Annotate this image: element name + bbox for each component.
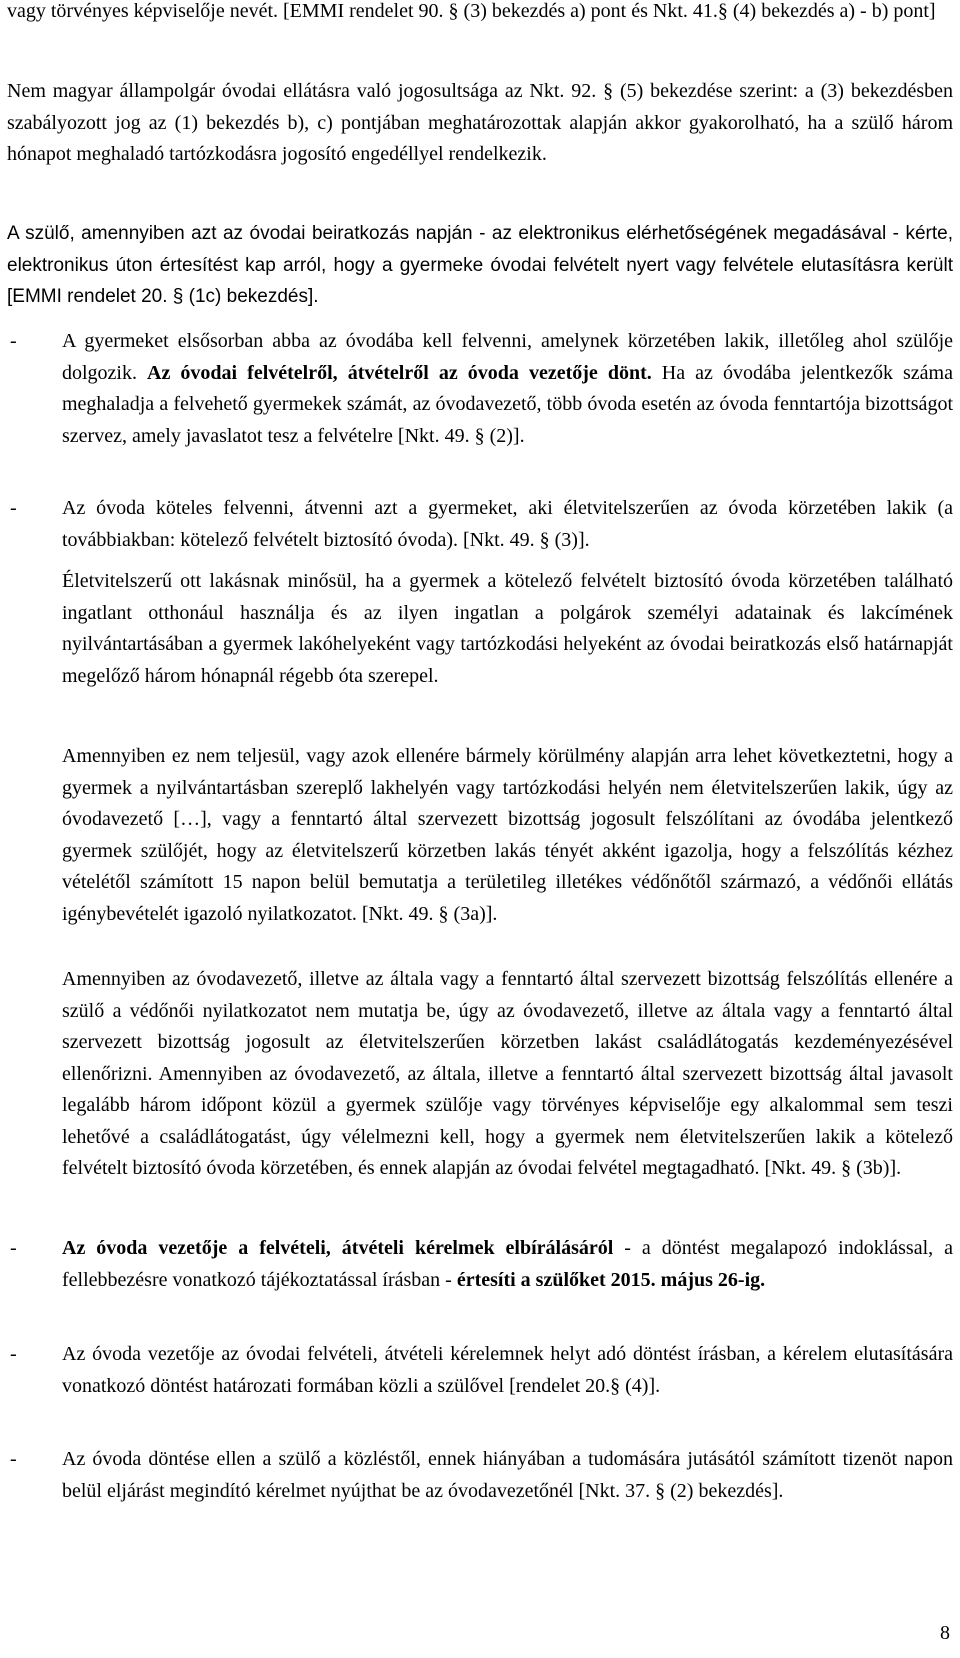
page-number: 8 bbox=[940, 1622, 950, 1644]
list-bullet: - bbox=[10, 497, 17, 519]
list-item-admission: A gyermeket elsősorban abba az óvodába kell felvenni, amelynek körzetében lakik, illetőleg ahol szülője dolgozik. Az óvodai felvételről, átvételről az óvoda vezetője dönt. Ha az óvodába jelentkezők száma meghaladja a felvehető gyermekek számát, az óvodavezető, több óvoda esetén az óvoda fenntartója bizottságot szervez, amely javaslatot tesz a felvételre [Nkt. 49. § (2)]. bbox=[62, 330, 953, 447]
paragraph-residence-definition: Életvitelszerű ott lakásnak minősül, ha a gyermek a kötelező felvételt biztosító óvoda körzetében található ingatlant otthonául használja és az ilyen ingatlan a polgárok személyi adatainak és lakcímének nyilvántartásában a gyermek lakóhelyeként vagy tartózkodási helyeként az óvodai beiratkozás első határnapját megelőző három hónapnál régebb óta szerepel. bbox=[62, 570, 953, 687]
paragraph-continuation: vagy törvényes képviselője nevét. [EMMI rendelet 90. § (3) bekezdés a) pont és Nkt. 41.§ (4) bekezdés a) - b) pont] bbox=[7, 0, 936, 22]
list-item-decision-deadline: Az óvoda vezetője a felvételi, átvételi kérelmek elbírálásáról - a döntést megalapozó indoklással, a fellebbezésre vonatkozó tájékoztatással írásban - értesíti a szülőket 2015. május 26-ig. bbox=[62, 1237, 953, 1291]
list-item-decision-communication: Az óvoda vezetője az óvodai felvételi, átvételi kérelemnek helyt adó döntést írásban, a kérelem elutasítására vonatkozó döntést határozati formában közli a szülővel [rendelet 20.§ (4)]. bbox=[62, 1343, 953, 1397]
list-bullet: - bbox=[10, 330, 17, 352]
paragraph-family-visit: Amennyiben az óvodavezető, illetve az általa vagy a fenntartó által szervezett bizottság felszólítás ellenére a szülő a védőnői nyilatkozatot nem mutatja be, úgy az óvodavezető, illetve az általa vagy a fenntartó által szervezett bizottság jogosult az életvitelszerűen körzetben lakást családlátogatás kezdeményezésével ellenőrizni. Amennyiben az óvodavezető, az általa, illetve a fenntartó által szervezett bizottság által javasolt legalább három időpont közül a gyermek szülője vagy törvényes képviselője egy alkalommal sem teszi lehetővé a családlátogatást, úgy vélelmezni kell, hogy a gyermek nem életvitelszerűen lakik a kötelező felvételt biztosító óvoda körzetében, és ennek alapján az óvodai felvétel megtagadható. [Nkt. 49. § (3b)]. bbox=[62, 968, 953, 1179]
list-bullet: - bbox=[10, 1343, 17, 1365]
paragraph-electronic-notice: A szülő, amennyiben azt az óvodai beiratkozás napján - az elektronikus elérhetőségének megadásával - kérte, elektronikus úton értesítést kap arról, hogy a gyermeke óvodai felvételt nyert vagy felvétele elutasításra került [EMMI rendelet 20. § (1c) bekezdés]. bbox=[7, 223, 953, 307]
list-bullet: - bbox=[10, 1237, 17, 1259]
list-bullet: - bbox=[10, 1448, 17, 1470]
list-item-appeal: Az óvoda döntése ellen a szülő a közléstől, ennek hiányában a tudomására jutásától számított tizenöt napon belül eljárást megindító kérelmet nyújthat be az óvodavezetőnél [Nkt. 37. § (2) bekezdés]. bbox=[62, 1448, 953, 1502]
paragraph-foreign-citizens: Nem magyar állampolgár óvodai ellátásra való jogosultsága az Nkt. 92. § (5) bekezdése szerint: a (3) bekezdésben szabályozott jog az (1) bekezdés b), c) pontjában meghatározottak alapján akkor gyakorolható, ha a szülő három hónapot meghaladó tartózkodásra jogosító engedéllyel rendelkezik. bbox=[7, 80, 953, 165]
list-item-mandatory-admission: Az óvoda köteles felvenni, átvenni azt a gyermeket, aki életvitelszerűen az óvoda körzetében lakik (a továbbiakban: kötelező felvételt biztosító óvoda). [Nkt. 49. § (3)]. bbox=[62, 497, 953, 551]
paragraph-verification: Amennyiben ez nem teljesül, vagy azok ellenére bármely körülmény alapján arra lehet következtetni, hogy a gyermek a nyilvántartásban szereplő lakhelyén vagy tartózkodási helyén nem életvitelszerűen lakik, úgy az óvodavezető […], vagy a fenntartó által szervezett bizottság jogosult felszólítani az óvodába jelentkező gyermek szülőjét, hogy az életvitelszerű körzetben lakás tényét akként igazolja, hogy a felszólítás kézhez vételétől számított 15 napon belül bemutatja a területileg illetékes védőnőtől származó, a védőnői ellátás igénybevételét igazoló nyilatkozatot. [Nkt. 49. § (3a)]. bbox=[62, 745, 953, 925]
